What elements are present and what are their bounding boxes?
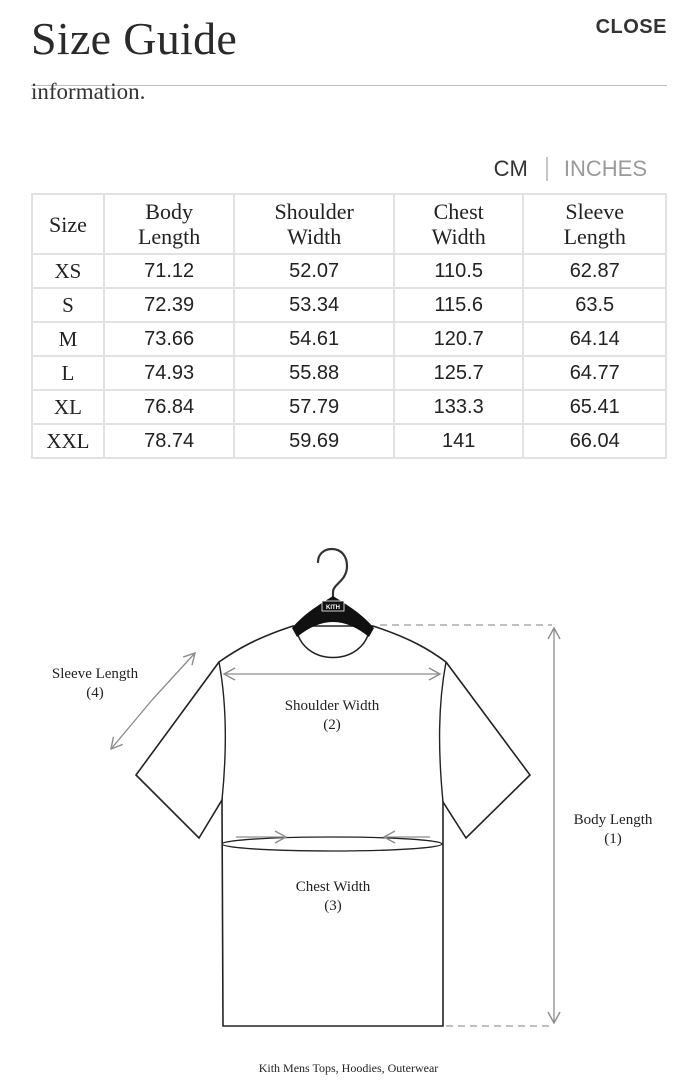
- header-size: Size: [32, 194, 104, 254]
- table-row: [32, 322, 666, 356]
- chest-width-cell: 133.3: [394, 390, 524, 424]
- sleeve-length-cell: 62.87: [523, 254, 666, 288]
- header-sleeve-length: Sleeve Length: [523, 194, 666, 254]
- sleeve-arrow-up: [152, 653, 195, 700]
- partial-description: [31, 66, 431, 104]
- table-row: [32, 356, 666, 390]
- chest-width-cell: 141: [394, 424, 524, 458]
- chest-width-cell: 125.7: [394, 356, 524, 390]
- sleeve-length-cell: 65.41: [523, 390, 666, 424]
- chest-width-cell: 120.7: [394, 322, 524, 356]
- body-length-cell: 71.12: [104, 254, 235, 288]
- table-header-row: [32, 194, 666, 254]
- table-row: [32, 390, 666, 424]
- chest-width-cell: 110.5: [394, 254, 524, 288]
- size-cell: M: [32, 322, 104, 356]
- size-cell: S: [32, 288, 104, 322]
- body-length-cell: 72.39: [104, 288, 235, 322]
- tshirt-illustration: [0, 540, 697, 1040]
- sleeve-length-cell: 63.5: [523, 288, 666, 322]
- shoulder-width-cell: 53.34: [234, 288, 394, 322]
- size-table: [31, 193, 667, 459]
- body-length-cell: 74.93: [104, 356, 235, 390]
- body-length-cell: 73.66: [104, 322, 235, 356]
- sleeve-arrow-down: [111, 700, 152, 749]
- size-cell: L: [32, 356, 104, 390]
- table-row: [32, 254, 666, 288]
- body-length-cell: 76.84: [104, 390, 235, 424]
- shoulder-width-cell: 52.07: [234, 254, 394, 288]
- size-cell: XXL: [32, 424, 104, 458]
- close-button[interactable]: CLOSE: [595, 16, 667, 38]
- unit-cm-button[interactable]: CM: [493, 156, 528, 181]
- shoulder-width-label: Shoulder Width (2): [284, 698, 380, 733]
- sleeve-length-cell: 66.04: [523, 424, 666, 458]
- hanger-logo: KITH: [326, 605, 340, 611]
- header-shoulder-width: Shoulder Width: [234, 194, 394, 254]
- header-body-length: Body Length: [104, 194, 235, 254]
- diagram-caption: Kith Mens Tops, Hoodies, Outerwear: [258, 1061, 439, 1075]
- table-row: [32, 424, 666, 458]
- unit-toggle: [494, 156, 647, 182]
- chest-width-label: Chest Width (3): [295, 879, 371, 914]
- sleeve-length-label: Sleeve Length (4): [51, 666, 139, 701]
- shoulder-width-cell: 55.88: [234, 356, 394, 390]
- tshirt-diagram: [0, 540, 697, 1040]
- tshirt-outline: [136, 626, 530, 1026]
- unit-separator: [546, 157, 548, 181]
- unit-inches-button[interactable]: INCHES: [563, 156, 647, 181]
- shoulder-width-cell: 54.61: [234, 322, 394, 356]
- sleeve-length-cell: 64.77: [523, 356, 666, 390]
- size-cell: XL: [32, 390, 104, 424]
- header-chest-width: Chest Width: [394, 194, 524, 254]
- body-length-cell: 78.74: [104, 424, 235, 458]
- body-length-label: Body Length (1): [573, 812, 653, 847]
- page-title: Size Guide: [31, 13, 238, 64]
- partial-description-text: information.: [31, 79, 146, 104]
- shoulder-width-cell: 59.69: [234, 424, 394, 458]
- sleeve-length-cell: 64.14: [523, 322, 666, 356]
- chest-width-cell: 115.6: [394, 288, 524, 322]
- shoulder-width-cell: 57.79: [234, 390, 394, 424]
- table-row: [32, 288, 666, 322]
- size-cell: XS: [32, 254, 104, 288]
